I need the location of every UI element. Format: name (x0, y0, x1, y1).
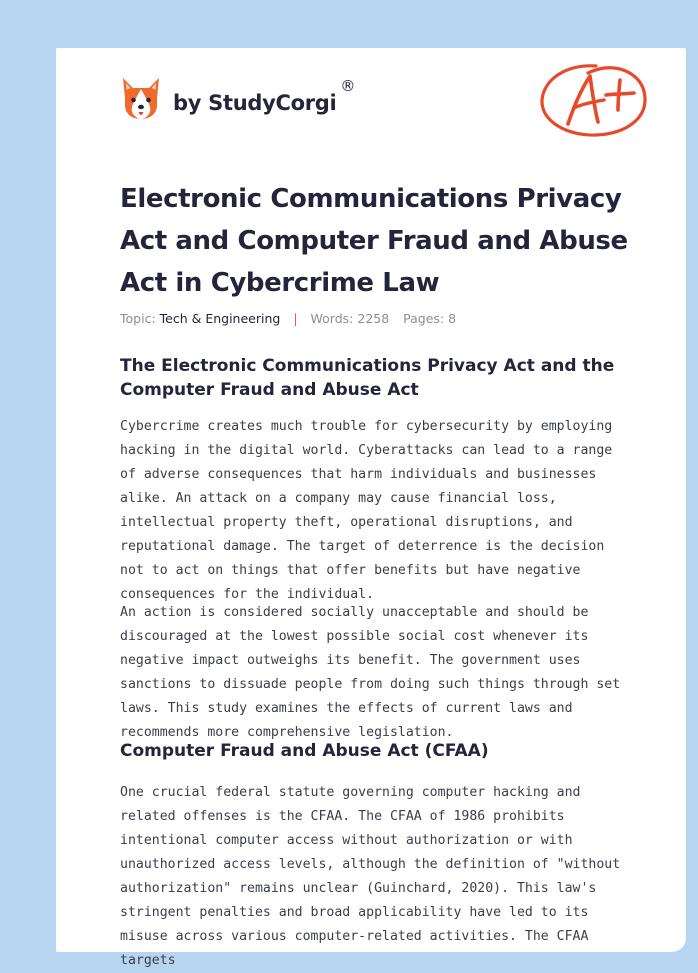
body-paragraph: An action is considered socially unacceptable and should be discouraged at the lowest possible social cost whenever its negative impact outweighs its benefit. The government uses sanctions to dissuade people from doing such things through set laws. This study examines the effects of current laws and recommends more comprehensive legislation. (120, 605, 621, 740)
body-paragraph: One crucial federal statute governing computer hacking and related offenses is the CFAA. The CFAA of 1986 prohibits intentional computer access without authorization or with unauthorized access levels, although the definition of "without authorization" remains unclear (Guinchard, 2020). This law's stringent penalties and broad applicability have led to its misuse across various computer-related activities. The CFAA targets (120, 785, 621, 968)
topic-link[interactable]: Tech & Engineering (159, 311, 281, 326)
pages-label: Pages: (403, 311, 445, 326)
section-heading: The Electronic Communications Privacy Act and the Computer Fraud and Abuse Act (120, 356, 615, 400)
body-paragraph: Cybercrime creates much trouble for cybersecurity by employing hacking in the digital world. Cyberattacks can lead to a range of adverse consequences that harm individuals and businesses alike. An attack on a company may cause financial loss, intellectual property theft, operational disruptions, and reputational damage. The target of deterrence is the decision not to act on things that offer benefits but have negative consequences for the individual. (120, 419, 613, 602)
studycorgi-logo[interactable] (120, 75, 355, 123)
document-page (56, 48, 686, 968)
words-label: Words: (310, 311, 354, 326)
pages-value: 8 (448, 311, 457, 326)
corgi-logo-icon (120, 76, 162, 122)
brand-name: by StudyCorgi (173, 91, 337, 115)
section-heading: Computer Fraud and Abuse Act (CFAA) (120, 741, 489, 761)
words-value: 2258 (357, 311, 390, 326)
document-title: Electronic Communications Privacy Act and Computer Fraud and Abuse Act in Cybercrime Law (120, 184, 628, 298)
a-plus-grade-icon (538, 60, 650, 140)
document-meta (120, 311, 456, 326)
meta-separator: | (293, 311, 298, 326)
registered-mark: ® (340, 77, 356, 95)
topic-label: Topic: (120, 311, 156, 326)
